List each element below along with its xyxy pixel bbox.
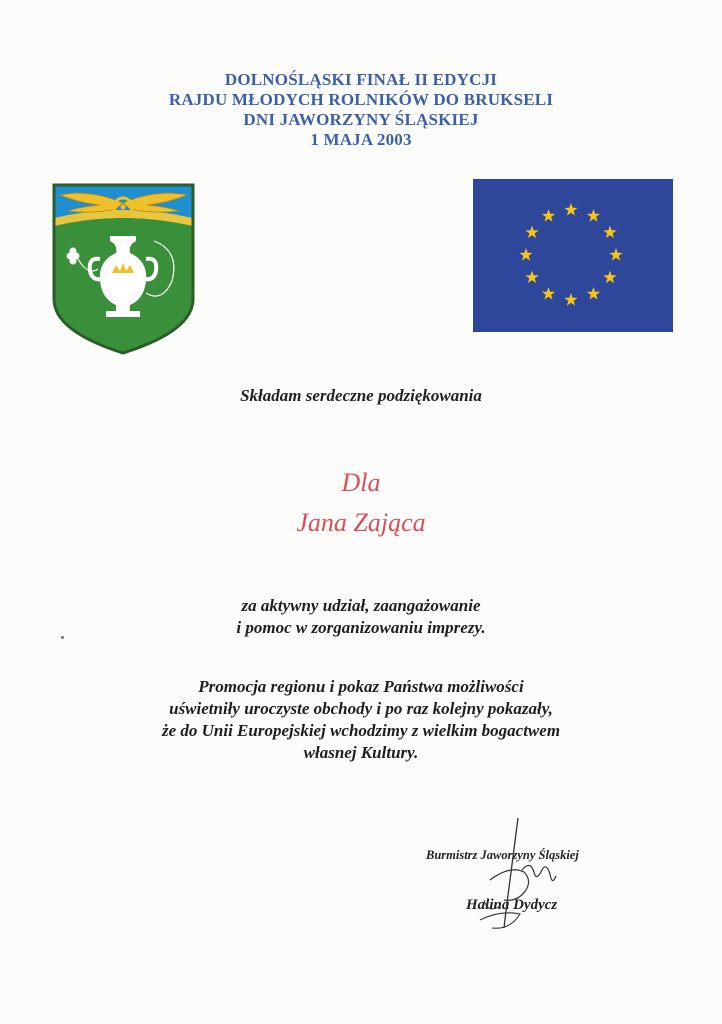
recipient-name: Jana Zająca (296, 508, 426, 537)
header-line-4: 1 MAJA 2003 (310, 130, 412, 149)
acknowledgement-paragraph (0, 595, 722, 639)
signatory-name: Halina Dydycz (466, 897, 558, 913)
speck (61, 636, 64, 639)
handwritten-signature (470, 810, 580, 940)
signatory-title: Burmistrz Jaworzyny Śląskiej (426, 848, 579, 862)
eu-flag-icon (473, 179, 673, 332)
header-line-3: DNI JAWORZYNY ŚLĄSKIEJ (243, 110, 479, 129)
jaworzyna-coat-of-arms-icon (50, 181, 197, 357)
paragraph2-line: własnej Kultury. (303, 743, 419, 762)
paragraph1-line: i pomoc w zorganizowaniu imprezy. (236, 618, 486, 637)
event-header (0, 70, 722, 150)
recipient-block (0, 463, 722, 543)
paragraph1-line: za aktywny udział, zaangażowanie (241, 596, 481, 615)
promotion-paragraph (0, 676, 722, 764)
thanks-heading: Składam serdeczne podziękowania (240, 386, 482, 405)
header-line-1: DOLNOŚLĄSKI FINAŁ II EDYCJI (224, 70, 498, 89)
paragraph2-line: uświetniły uroczyste obchody i po raz kolejny pokazały, (169, 699, 553, 718)
recipient-prefix: Dla (341, 468, 381, 497)
paragraph2-line: że do Unii Europejskiej wchodzimy z wielkim bogactwem (161, 721, 561, 740)
paragraph2-line: Promocja regionu i pokaz Państwa możliwości (198, 677, 524, 696)
header-line-2: RAJDU MŁODYCH ROLNIKÓW DO BRUKSELI (168, 90, 554, 109)
